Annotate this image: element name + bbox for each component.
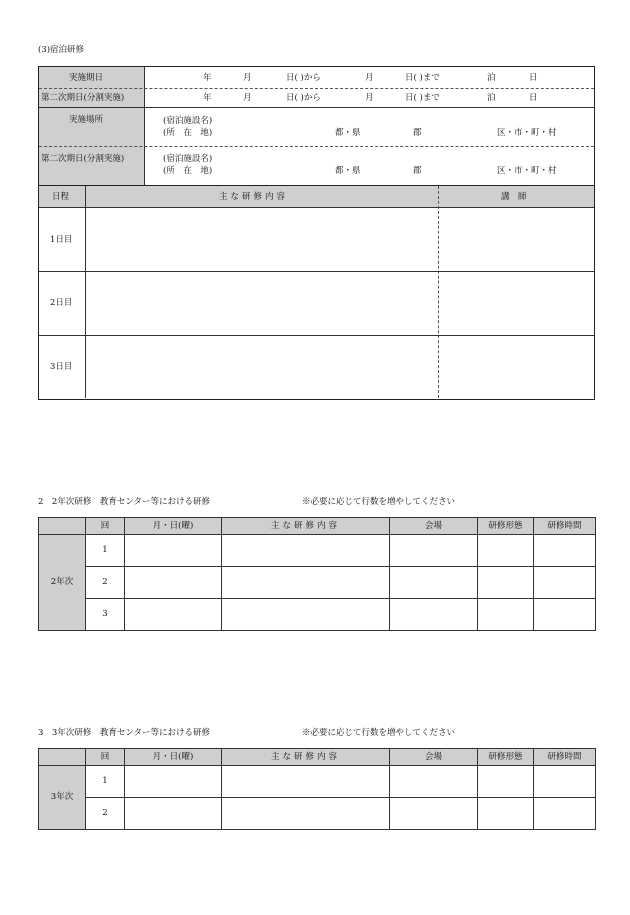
lodging-info-block: [38, 66, 595, 186]
section-3-title: (3)宿泊研修: [38, 45, 85, 55]
city-text: 区・市・町・村: [497, 166, 557, 176]
place2-label: 第二次期日(分割実施): [41, 154, 125, 164]
day-label: 1日目: [50, 235, 73, 245]
col-header-form: 研修形態: [478, 518, 534, 535]
section-2-note: ※必要に応じて行数を増やしてください: [302, 497, 456, 507]
period2-label: 第二次期日(分割実施): [41, 93, 125, 103]
col-header-round: 回: [86, 749, 125, 766]
day-from-text: 日( )から: [286, 93, 321, 103]
pref-text: 都・県: [335, 128, 361, 138]
year3-table: [38, 748, 596, 830]
col-header-date: 月・日(曜): [125, 518, 222, 535]
section-3rd-note: ※必要に応じて行数を増やしてください: [302, 728, 456, 738]
nights-text: 泊: [487, 93, 496, 103]
col-header-form: 研修形態: [478, 749, 534, 766]
day-from-text: 日( )から: [286, 73, 321, 83]
col-header-time: 研修時間: [534, 518, 596, 535]
row-number: 1: [86, 766, 125, 798]
facility-label: (宿泊施設名): [163, 154, 213, 164]
year2-table: [38, 517, 596, 631]
col-header-venue: 会場: [390, 518, 478, 535]
city-text: 区・市・町・村: [497, 128, 557, 138]
days-text: 日: [529, 93, 538, 103]
day-to-text: 日( )まで: [405, 73, 440, 83]
day-to-text: 日( )まで: [405, 93, 440, 103]
col-header-content: 主な研修内容: [222, 749, 390, 766]
schedule-lecturer-header: 講 師: [501, 192, 527, 202]
section-3rd-title: 3 3年次研修 教育センター等における研修: [38, 728, 210, 738]
col-header-date: 月・日(曜): [125, 749, 222, 766]
address-label: (所 在 地): [163, 128, 213, 138]
col-header-venue: 会場: [390, 749, 478, 766]
month-text: 月: [243, 93, 252, 103]
section-2-title: 2 2年次研修 教育センター等における研修: [38, 497, 210, 507]
period-label: 実施期日: [69, 73, 104, 83]
year-text: 年: [203, 73, 212, 83]
day-label: 3日目: [50, 362, 73, 372]
group-label-year3: 3年次: [39, 766, 86, 830]
month-text: 月: [365, 93, 374, 103]
col-header-time: 研修時間: [534, 749, 596, 766]
group-label-year2: 2年次: [39, 535, 86, 631]
col-header-round: 回: [86, 518, 125, 535]
row-number: 1: [86, 535, 125, 567]
col-header-content: 主な研修内容: [222, 518, 390, 535]
month-text: 月: [243, 73, 252, 83]
place-label: 実施場所: [69, 115, 104, 125]
row-number: 2: [86, 567, 125, 599]
facility-label: (宿泊施設名): [163, 116, 213, 126]
nights-text: 泊: [487, 73, 496, 83]
day-label: 2日目: [50, 298, 73, 308]
schedule-content-header: 主な研修内容: [219, 192, 289, 202]
pref-text: 都・県: [335, 166, 361, 176]
schedule-day-header: 日程: [52, 192, 70, 202]
year-text: 年: [203, 93, 212, 103]
address-label: (所 在 地): [163, 166, 213, 176]
row-number: 2: [86, 798, 125, 830]
month-text: 月: [365, 73, 374, 83]
county-text: 郡: [413, 166, 422, 176]
county-text: 郡: [413, 128, 422, 138]
row-number: 3: [86, 599, 125, 631]
lodging-schedule-table: [38, 186, 595, 400]
days-text: 日: [529, 73, 538, 83]
